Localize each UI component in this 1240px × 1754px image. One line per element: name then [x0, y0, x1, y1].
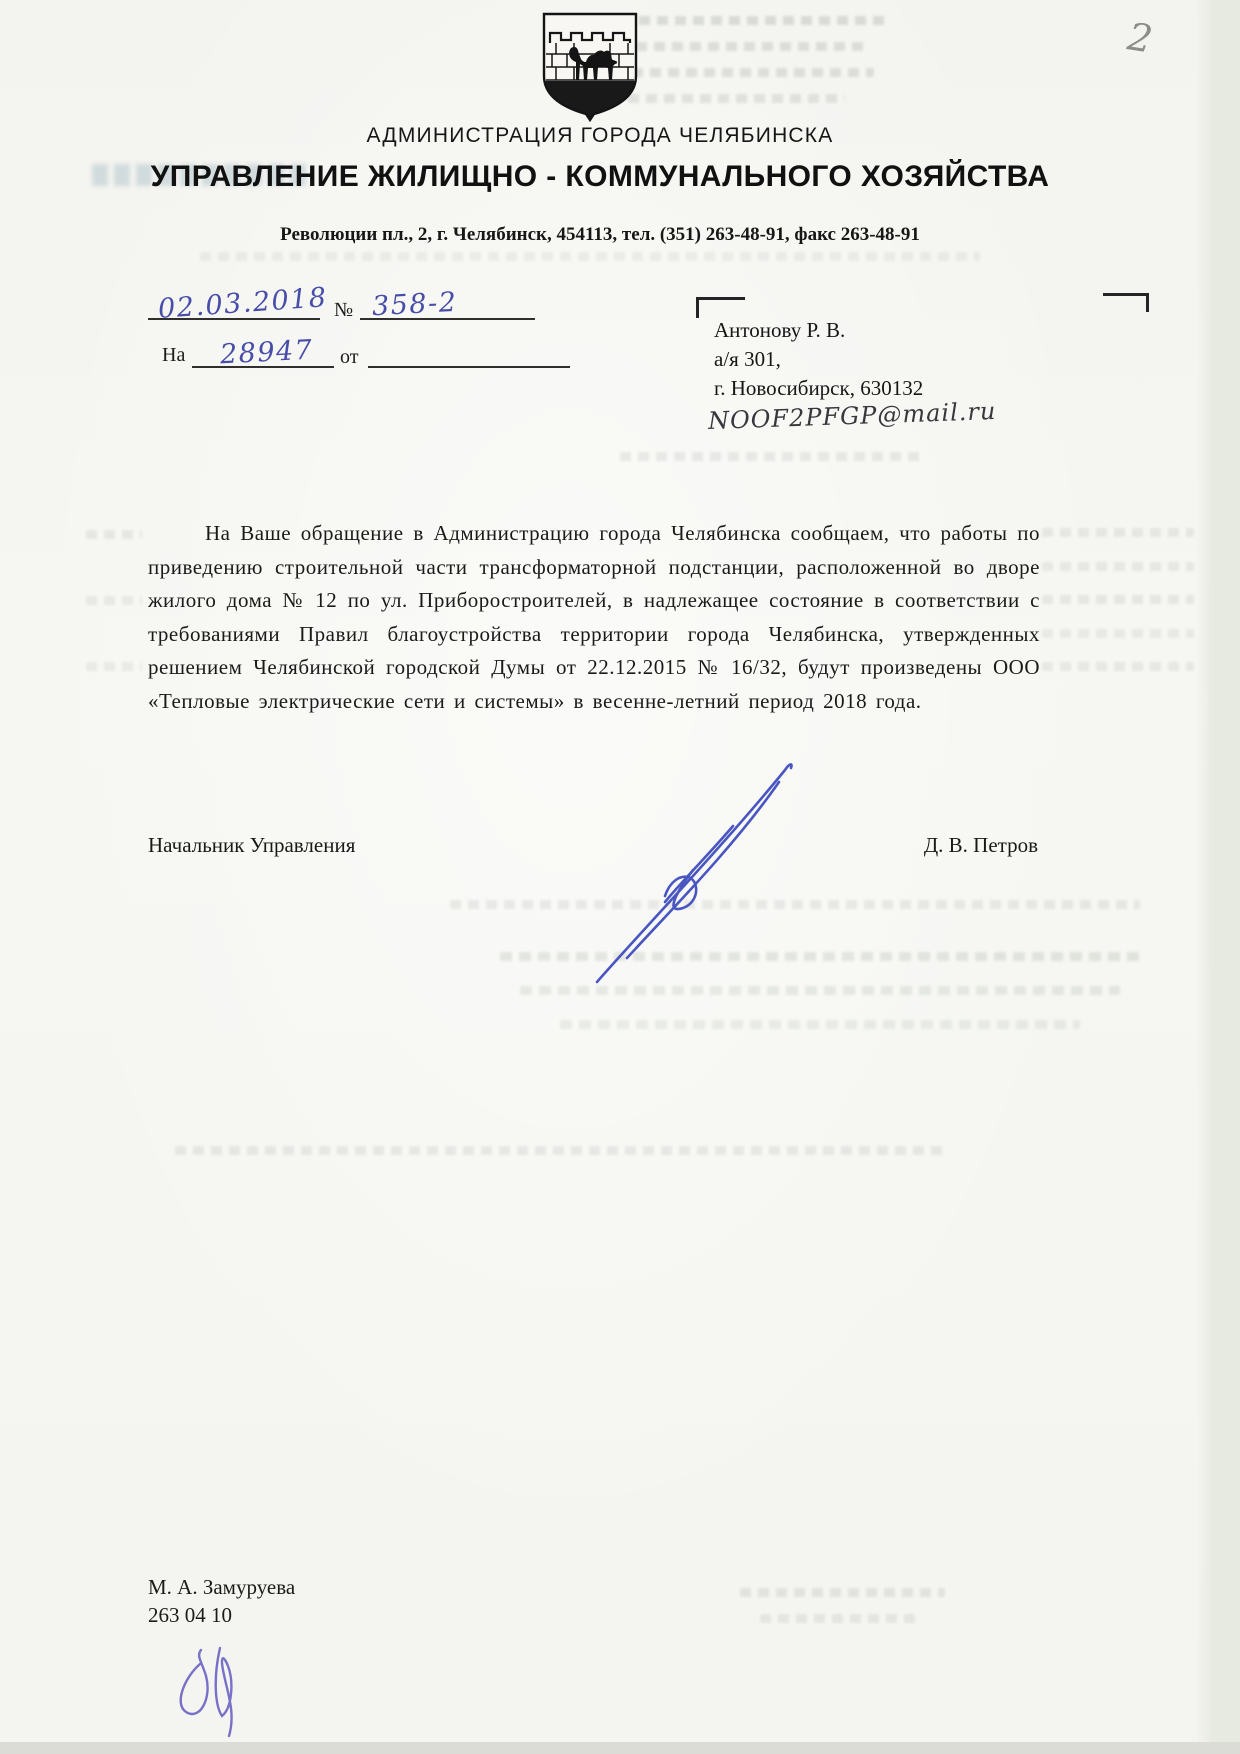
incoming-number-handwritten: 28947 [219, 334, 315, 371]
addressee-po-box: а/я 301, [714, 347, 781, 371]
addressee-email-handwritten: NOOF2PFGP@mail.ru [707, 396, 997, 436]
page-number-handwritten: 2 [1124, 14, 1157, 62]
coat-of-arms [540, 10, 640, 122]
bleed-through-artifact [740, 1588, 945, 1597]
organization-name: АДМИНИСТРАЦИЯ ГОРОДА ЧЕЛЯБИНСКА [366, 124, 834, 147]
bleed-through-artifact [610, 94, 845, 103]
scan-edge-right [1196, 0, 1240, 1754]
addressee-block [714, 316, 923, 403]
executor-phone: 263 04 10 [148, 1603, 232, 1627]
bleed-through-artifact [1042, 595, 1194, 604]
from-underline [368, 366, 570, 368]
executor-name: М. А. Замуруева [148, 1575, 296, 1599]
bleed-through-artifact [1042, 562, 1194, 571]
addressee-city: г. Новосибирск, 630132 [714, 376, 924, 400]
number-underline [360, 318, 535, 320]
coat-of-arms-icon [540, 10, 640, 122]
date-underline [148, 318, 320, 320]
bleed-through-artifact [200, 252, 980, 261]
incoming-ref-label: На [162, 344, 186, 366]
addressee-corner-mark-left [696, 297, 745, 318]
bleed-through-artifact [760, 1614, 920, 1623]
bleed-through-artifact [560, 1020, 1080, 1029]
incoming-underline [192, 366, 334, 368]
scan-edge-bottom [0, 1742, 1240, 1754]
doc-date-handwritten: 02.03.2018 [157, 282, 329, 325]
initials-stroke-icon [168, 1628, 268, 1738]
bleed-through-artifact [86, 530, 142, 539]
from-label: от [340, 346, 359, 368]
signature-stroke-icon [575, 752, 815, 992]
doc-number-label: № [334, 299, 354, 321]
contact-line: Революции пл., 2, г. Челябинск, 454113, тел. (351) 263-48-91, факс 263-48-91 [280, 224, 920, 245]
bleed-through-artifact [620, 452, 920, 461]
bleed-through-artifact [1042, 629, 1194, 638]
executor-initials-mark [168, 1628, 268, 1738]
addressee-corner-mark-right [1103, 293, 1149, 312]
bleed-through-artifact [1042, 528, 1194, 537]
bleed-through-artifact [175, 1146, 945, 1155]
bleed-through-artifact [86, 662, 142, 671]
doc-number-handwritten: 358-2 [371, 286, 459, 323]
body-paragraph: На Ваше обращение в Администрацию города Челябинска сообщаем, что работы по приведению строительной части трансформаторной подстанции, расположенной во дворе жилого дома № 12 по ул. Приборостроителей, в надлежащее состояние в соответствии с требованиями Правил благоустройства территории города Челябинска, утвержденных решением Челябинской городской Думы от 22.12.2015 № 16/32, будут произведены ООО «Тепловые электрические сети и системы» в весенне-летний период 2018 года. [148, 521, 1040, 713]
signatory-title: Начальник Управления [148, 833, 356, 857]
bleed-through-artifact [86, 596, 142, 605]
bleed-through-artifact [1042, 662, 1194, 671]
department-name: УПРАВЛЕНИЕ ЖИЛИЩНО - КОММУНАЛЬНОГО ХОЗЯЙСТВА [150, 160, 1050, 193]
signatory-signature [575, 752, 815, 992]
signatory-name: Д. В. Петров [923, 833, 1038, 857]
addressee-name: Антонову Р. В. [714, 318, 846, 342]
